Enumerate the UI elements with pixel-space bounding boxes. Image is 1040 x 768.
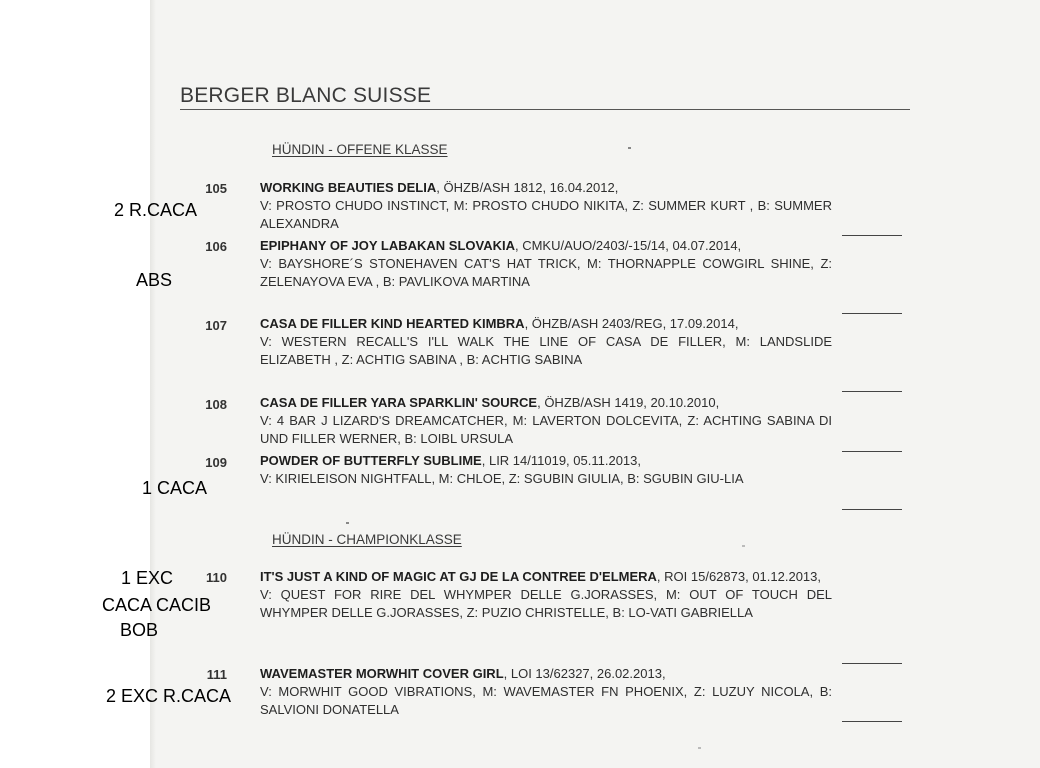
dog-details: V: WESTERN RECALL'S I'LL WALK THE LINE OF CASA DE FILLER, M: LANDSLIDE ELIZABETH , Z: ACHTIG SABINA , B: ACHTIG SABINA: [260, 334, 832, 367]
result-line-111: [842, 721, 902, 722]
scan-speck: [742, 545, 745, 547]
dog-details: V: BAYSHORE´S STONEHAVEN CAT'S HAT TRICK, M: THORNAPPLE COWGIRL SHINE, Z: ZELENAYOVA EVA , B: PAVLIKOVA MARTINA: [260, 256, 832, 289]
result-line-109: [842, 509, 902, 510]
dog-details: V: MORWHIT GOOD VIBRATIONS, M: WAVEMASTER FN PHOENIX, Z: LUZUY NICOLA, B: SALVIONI DONATELLA: [260, 684, 832, 717]
catalog-number-106: 106: [205, 239, 227, 254]
dog-details: V: KIRIELEISON NIGHTFALL, M: CHLOE, Z: SGUBIN GIULIA, B: SGUBIN GIU-LIA: [260, 471, 744, 486]
class-heading-champion: HÜNDIN - CHAMPIONKLASSE: [272, 532, 462, 547]
entry-105: [260, 179, 832, 233]
dog-name: WORKING BEAUTIES DELIA: [260, 180, 437, 195]
catalog-number-111: 111: [206, 667, 227, 682]
catalog-number-105: 105: [205, 181, 227, 196]
result-line-110: [842, 663, 902, 664]
class-heading-open: HÜNDIN - OFFENE KLASSE: [272, 142, 448, 157]
dog-name: IT'S JUST A KIND OF MAGIC AT GJ DE LA CONTREE D'ELMERA: [260, 569, 657, 584]
page-title: BERGER BLANC SUISSE: [180, 84, 432, 107]
scan-speck: [698, 747, 701, 749]
dog-registration: , ROI 15/62873, 01.12.2013,: [656, 569, 821, 584]
result-line-107: [842, 391, 902, 392]
result-110-line-1: 1 EXC: [121, 568, 174, 588]
entry-111: [260, 665, 832, 719]
dog-registration: , LIR 14/11019, 05.11.2013,: [481, 453, 641, 468]
entry-106: [260, 237, 832, 291]
dog-name: CASA DE FILLER KIND HEARTED KIMBRA: [260, 316, 525, 331]
dog-registration: , ÖHZB/ASH 1812, 16.04.2012,: [436, 180, 619, 195]
result-line-105: [842, 235, 902, 236]
catalog-number-107: 107: [205, 318, 227, 333]
catalog-number-108: 108: [205, 397, 227, 412]
dog-name: CASA DE FILLER YARA SPARKLIN' SOURCE: [260, 395, 538, 410]
result-line-106: [842, 313, 902, 314]
scanned-page: [150, 0, 1040, 768]
scan-speck: [346, 522, 349, 524]
dog-details: V: QUEST FOR RIRE DEL WHYMPER DELLE G.JORASSES, M: OUT OF TOUCH DEL WHYMPER DELLE G.JORASSES, Z: PUZIO CHRISTELLE, B: LO-VATI GABRIELLA: [260, 587, 832, 620]
result-line-108: [842, 451, 902, 452]
result-106: ABS: [136, 270, 173, 290]
title-rule: [180, 109, 910, 110]
entry-107: [260, 315, 832, 369]
entry-110: [260, 568, 832, 622]
dog-registration: , LOI 13/62327, 26.02.2013,: [503, 666, 666, 681]
dog-details: V: PROSTO CHUDO INSTINCT, M: PROSTO CHUDO NIKITA, Z: SUMMER KURT , B: SUMMER ALEXANDRA: [260, 198, 832, 231]
result-105: 2 R.CACA: [114, 200, 198, 220]
dog-registration: , ÖHZB/ASH 2403/REG, 17.09.2014,: [524, 316, 739, 331]
scan-speck: [628, 147, 631, 149]
result-110-line-2: CACA CACIB: [102, 595, 212, 615]
dog-name: POWDER OF BUTTERFLY SUBLIME: [260, 453, 482, 468]
catalog-number-109: 109: [205, 455, 227, 470]
dog-name: WAVEMASTER MORWHIT COVER GIRL: [260, 666, 504, 681]
result-109: 1 CACA: [142, 478, 208, 498]
catalog-number-110: 110: [206, 570, 227, 585]
result-110-line-3: BOB: [120, 620, 159, 640]
entry-108: [260, 394, 832, 448]
dog-name: EPIPHANY OF JOY LABAKAN SLOVAKIA: [260, 238, 515, 253]
scan-edge: [150, 0, 156, 768]
dog-registration: , CMKU/AUO/2403/-15/14, 04.07.2014,: [514, 238, 742, 253]
result-111: 2 EXC R.CACA: [106, 686, 232, 706]
dog-details: V: 4 BAR J LIZARD'S DREAMCATCHER, M: LAVERTON DOLCEVITA, Z: ACHTING SABINA DI UND FILLER WERNER, B: LOIBL URSULA: [260, 413, 832, 446]
dog-registration: , ÖHZB/ASH 1419, 20.10.2010,: [537, 395, 720, 410]
entry-109: [260, 452, 832, 488]
